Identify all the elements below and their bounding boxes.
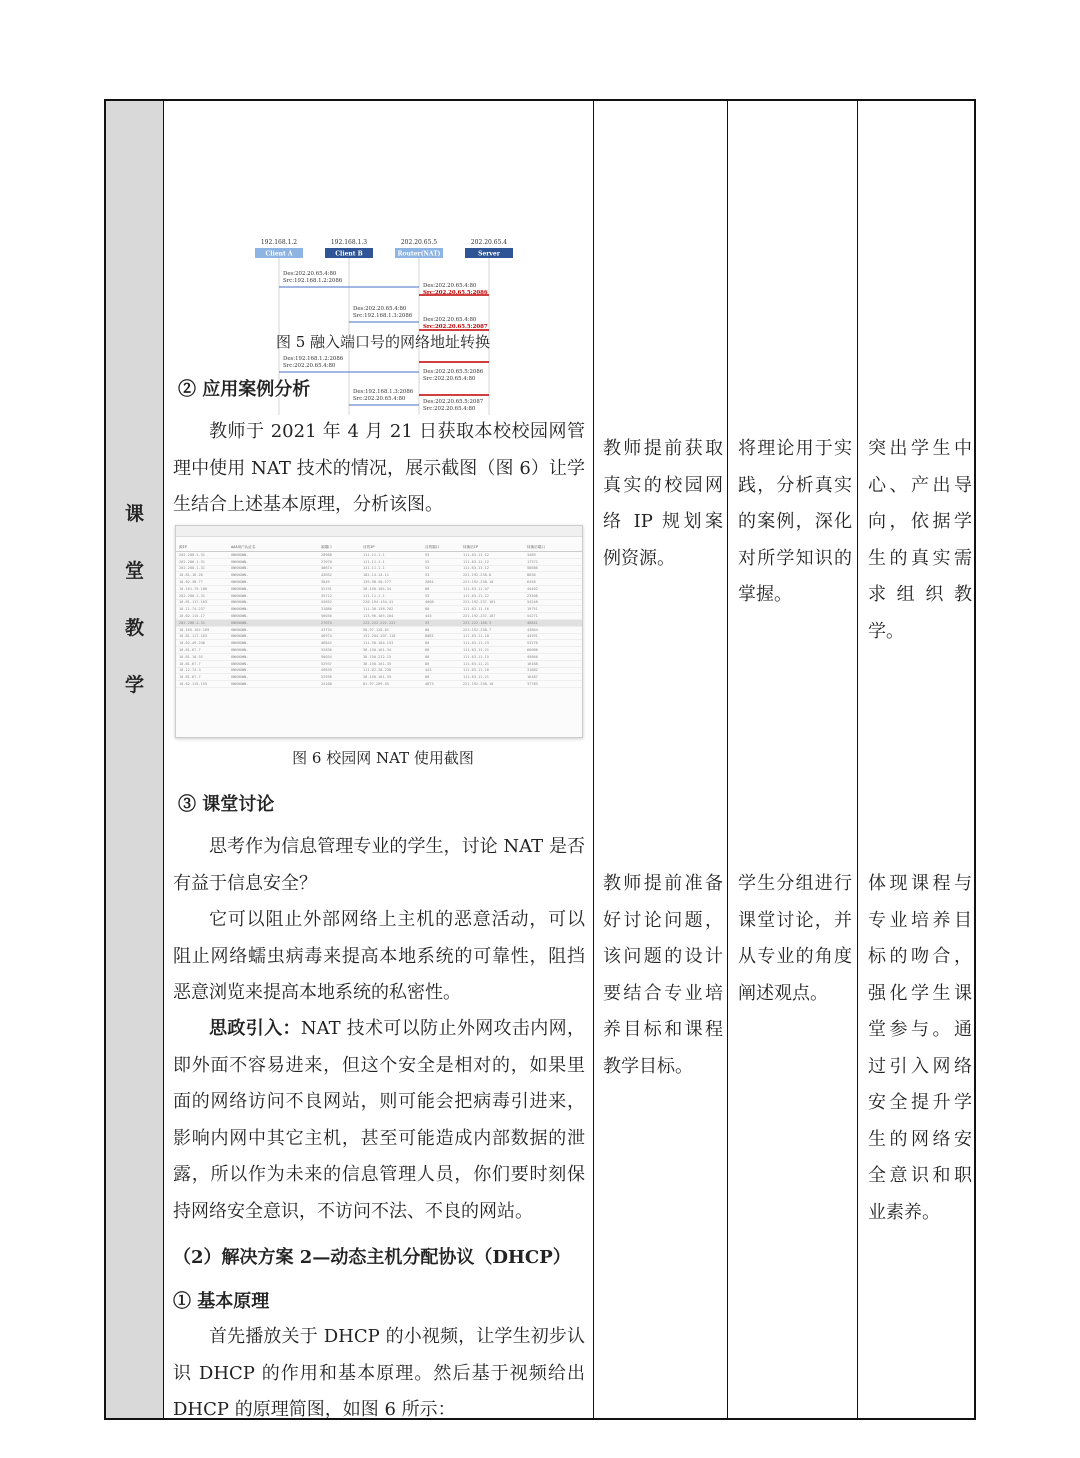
table-cell: UNKNOWN- bbox=[231, 586, 249, 591]
table-row bbox=[176, 627, 582, 634]
table-cell: 111.63.11.21 bbox=[463, 648, 489, 653]
table-cell: 44591 bbox=[527, 634, 538, 639]
host-name: Client A bbox=[265, 250, 293, 258]
message-label: Src:202.20.65.4:80 bbox=[423, 406, 476, 412]
table-cell: 80 bbox=[425, 661, 430, 666]
table-cell: 443 bbox=[425, 668, 432, 673]
table-cell: 27074 bbox=[321, 620, 332, 625]
table-cell: 52936 bbox=[321, 675, 332, 680]
table-row bbox=[176, 647, 582, 654]
host-ip: 192.168.1.2 bbox=[260, 239, 298, 246]
table-cell: 49866 bbox=[527, 654, 538, 659]
lesson-table bbox=[104, 99, 976, 1420]
table-row bbox=[176, 681, 582, 688]
table-cell: 10.81.67.7 bbox=[179, 675, 201, 680]
design-intent-discussion: 体现课程与专业培养目标的吻合，强化学生课堂参与。通过引入网络安全提升学生的网络安全意识和职业素养。 bbox=[868, 873, 972, 1223]
table-cell: UNKNOWN- bbox=[231, 634, 249, 639]
message-label: Src:202.20.65.5:2087 bbox=[423, 324, 488, 330]
table-cell: 46841 bbox=[527, 620, 538, 625]
table-cell: 3489 bbox=[527, 552, 536, 557]
table-cell: 111.30.158.202 bbox=[363, 607, 394, 612]
message-label: Src:202.20.65.4:80 bbox=[423, 376, 476, 382]
table-cell: 8081 bbox=[425, 634, 434, 639]
table-cell: 10.81.67.7 bbox=[179, 661, 201, 666]
table-row bbox=[176, 593, 582, 600]
table-cell: 80 bbox=[425, 648, 430, 653]
table-cell: 111.63.11.07 bbox=[463, 586, 489, 591]
host-name: Client B bbox=[335, 250, 363, 258]
table-cell: 10.81.67.7 bbox=[179, 648, 201, 653]
table-cell: 23508 bbox=[527, 593, 538, 598]
design-intent-case: 突出学生中心、产出导向，依据学生的真实需求组织教学。 bbox=[868, 438, 972, 642]
table-cell: 4008 bbox=[425, 600, 434, 605]
table-cell: 17372 bbox=[527, 559, 538, 564]
heading-discussion: ③ 课堂讨论 bbox=[178, 794, 275, 815]
column-divider bbox=[163, 101, 164, 1418]
section-char: 堂 bbox=[124, 560, 144, 582]
table-cell: 80 bbox=[425, 607, 430, 612]
nat-log-table bbox=[176, 543, 582, 688]
table-cell: 222.222.222.222 bbox=[363, 620, 396, 625]
table-cell: UNKNOWN- bbox=[231, 620, 249, 625]
section-char: 课 bbox=[124, 503, 144, 525]
table-cell: 10.62.49.246 bbox=[179, 641, 205, 646]
table-cell: 27070 bbox=[321, 559, 332, 564]
table-cell: 113.96.165.184 bbox=[363, 614, 394, 619]
table-cell: 8658 bbox=[527, 573, 536, 578]
table-row bbox=[176, 674, 582, 681]
table-cell: 202.200.1.31 bbox=[179, 566, 205, 571]
table-cell: 38.150.161.35 bbox=[363, 661, 392, 666]
student-activity-case: 将理论用于实践，分析真实的案例，深化对所学知识的掌握。 bbox=[738, 438, 852, 605]
table-cell: 目的端口 bbox=[425, 544, 440, 549]
figure6-caption: 图 6 校园网 NAT 使用截图 bbox=[292, 749, 474, 767]
column-divider bbox=[857, 101, 858, 1418]
heading-basic-principle: ① 基本原理 bbox=[173, 1291, 270, 1312]
table-cell: 111.62.28.238 bbox=[363, 668, 392, 673]
table-cell: 16487 bbox=[527, 675, 538, 680]
table-cell: 60086 bbox=[527, 648, 538, 653]
paragraph-case: 教师于 2021 年 4 月 21 日获取本校校园网管理中使用 NAT 技术的情况，展示截图（图 6）让学生结合上述基本原理，分析该图。 bbox=[173, 421, 585, 515]
table-row bbox=[176, 586, 582, 593]
table-row bbox=[176, 620, 582, 627]
message-label: Des:202.20.65.5:2087 bbox=[423, 399, 484, 405]
table-cell: 38.150.105.34 bbox=[363, 586, 392, 591]
table-cell: UNKNOWN- bbox=[231, 682, 249, 687]
table-cell: 53 bbox=[425, 552, 430, 557]
table-cell: 16488 bbox=[527, 661, 538, 666]
table-cell: 111.63.11.16 bbox=[463, 607, 489, 612]
column-divider bbox=[593, 101, 594, 1418]
message-label: Des:202.20.65.4:80 bbox=[353, 306, 407, 312]
host-ip: 192.168.1.3 bbox=[330, 239, 368, 246]
table-cell: 111.63.11.15 bbox=[463, 654, 489, 659]
table-row bbox=[176, 572, 582, 579]
section-label-column bbox=[106, 101, 163, 1418]
table-cell: UNKNOWN- bbox=[231, 675, 249, 680]
table-cell: 220.194.154.41 bbox=[363, 600, 394, 605]
table-cell: 202.200.1.31 bbox=[179, 559, 205, 564]
table-cell: 10.12.74.3 bbox=[179, 668, 201, 673]
table-cell: 3049 bbox=[321, 580, 330, 585]
table-cell: 38.150.161.35 bbox=[363, 675, 392, 680]
table-cell: 10.161.79.186 bbox=[179, 586, 208, 591]
table-cell: 80 bbox=[425, 675, 430, 680]
table-cell: 20988 bbox=[321, 552, 332, 557]
table-cell: 52836 bbox=[321, 648, 332, 653]
table-cell: 111.63.11.12 bbox=[463, 552, 489, 557]
message-label: Src:192.168.1.2:2086 bbox=[283, 278, 343, 284]
table-cell: UNKNOWN- bbox=[231, 627, 249, 632]
table-cell: 111.63.11.21 bbox=[463, 675, 489, 680]
table-cell: UNKNOWN- bbox=[231, 661, 249, 666]
table-cell: 6458 bbox=[527, 580, 536, 585]
screenshot-toolbar bbox=[176, 526, 582, 537]
table-cell: 2081 bbox=[425, 580, 434, 585]
table-cell: 111.11.1.1 bbox=[363, 566, 385, 571]
message-label: Src:202.20.65.4:80 bbox=[353, 396, 406, 402]
table-cell: 10.81.117.163 bbox=[179, 600, 208, 605]
table-cell: UNKNOWN- bbox=[231, 573, 249, 578]
table-cell: 111.63.11.18 bbox=[463, 634, 489, 639]
table-cell: 202.200.1.31 bbox=[179, 620, 205, 625]
table-cell: 44402 bbox=[527, 586, 538, 591]
table-cell: 10.81.117.163 bbox=[179, 634, 208, 639]
table-cell: 10.11.74.237 bbox=[179, 607, 205, 612]
table-cell: 53 bbox=[425, 573, 430, 578]
table-cell: 111.63.11.12 bbox=[463, 559, 489, 564]
table-cell: 43652 bbox=[321, 573, 332, 578]
message-label: Des:192.168.1.3:2086 bbox=[353, 389, 414, 395]
table-cell: UNKNOWN- bbox=[231, 648, 249, 653]
table-cell: 54271 bbox=[527, 614, 538, 619]
table-row bbox=[176, 600, 582, 607]
table-cell: 43652 bbox=[321, 600, 332, 605]
table-cell: UNKNOWN- bbox=[231, 559, 249, 564]
table-cell: 10.165.102.169 bbox=[179, 627, 210, 632]
table-cell: 转换后IP bbox=[463, 544, 479, 549]
ideology-text: NAT 技术可以防止外网攻击内网，即外面不容易进来，但这个安全是相对的，如果里面的网络访问不良网站，则可能会把病毒引进来，影响内网中其它主机，甚至可能造成内部数据的泄露，所以作为未来的信息管理人员，你们要时刻保持网络安全意识，不访问不法、不良的网站。 bbox=[173, 1018, 585, 1222]
table-cell: 50036 bbox=[321, 614, 332, 619]
table-cell: 49639 bbox=[321, 668, 332, 673]
message-label: Des:202.20.65.5:2086 bbox=[423, 369, 484, 375]
table-row bbox=[176, 661, 582, 668]
table-cell: 202.200.1.31 bbox=[179, 593, 205, 598]
table-cell: UNKNOWN- bbox=[231, 641, 249, 646]
table-cell: 53276 bbox=[527, 641, 538, 646]
teacher-activity-discussion: 教师提前准备好讨论问题，该问题的设计要结合专业培养目标和课程教学目标。 bbox=[603, 873, 723, 1077]
table-cell: 目的IP bbox=[363, 544, 375, 549]
message-label: Src:202.20.65.5:2086 bbox=[423, 290, 488, 296]
table-cell: UNKNOWN- bbox=[231, 654, 249, 659]
table-cell: UNKNOWN- bbox=[231, 614, 249, 619]
table-cell: 10.81.16.26 bbox=[179, 573, 203, 578]
table-cell: 80 bbox=[425, 641, 430, 646]
nat-screenshot bbox=[175, 525, 583, 738]
message-label: Des:202.20.65.4:80 bbox=[423, 283, 477, 289]
table-cell: 源端口 bbox=[321, 544, 332, 549]
teacher-activity-case: 教师提前获取真实的校园网络 IP 规划案例资源。 bbox=[603, 438, 723, 569]
table-cell: 80 bbox=[425, 627, 430, 632]
table-cell: 24100 bbox=[321, 682, 332, 687]
table-cell: UNKNOWN- bbox=[231, 566, 249, 571]
table-cell: 31882 bbox=[527, 668, 538, 673]
table-cell: 111.30.164.153 bbox=[363, 641, 394, 646]
table-cell: 111.11.1.1 bbox=[363, 559, 385, 564]
table-cell: 81.97.209.55 bbox=[363, 682, 389, 687]
table-row bbox=[176, 559, 582, 566]
table-row bbox=[176, 606, 582, 613]
table-cell: 53 bbox=[425, 566, 430, 571]
table-cell: 46974 bbox=[321, 634, 332, 639]
table-cell: 50034 bbox=[321, 654, 332, 659]
table-cell: 221.192.237.161 bbox=[463, 600, 496, 605]
table-cell: 10.62.115.17 bbox=[179, 614, 205, 619]
figure5-caption: 图 5 融入端口号的网络地址转换 bbox=[275, 333, 491, 351]
table-cell: 19751 bbox=[527, 607, 538, 612]
table-cell: 37783 bbox=[527, 682, 538, 687]
table-cell: 58686 bbox=[527, 566, 538, 571]
table-cell: 80 bbox=[425, 586, 430, 591]
table-cell: AAA用户认证名 bbox=[231, 544, 256, 549]
host-ip: 202.20.65.5 bbox=[400, 239, 438, 246]
table-row bbox=[176, 654, 582, 661]
table-cell: 52937 bbox=[321, 661, 332, 666]
message-label: Des:202.20.65.4:80 bbox=[283, 271, 337, 277]
table-cell: 443 bbox=[425, 614, 432, 619]
table-cell: 131.204.207.110 bbox=[363, 634, 396, 639]
section-char: 教 bbox=[124, 617, 144, 639]
table-cell: 111.63.11.23 bbox=[463, 641, 489, 646]
table-row bbox=[176, 640, 582, 647]
table-cell: 31880 bbox=[321, 607, 332, 612]
table-cell: 52191 bbox=[321, 586, 332, 591]
table-cell: 58.97.120.61 bbox=[363, 627, 389, 632]
table-cell: 43664 bbox=[527, 627, 538, 632]
host-ip: 202.20.65.4 bbox=[470, 239, 508, 246]
table-cell: 53 bbox=[425, 620, 430, 625]
table-cell: 139.98.50.177 bbox=[363, 580, 392, 585]
table-cell: UNKNOWN- bbox=[231, 600, 249, 605]
ideology-label: 思政引入： bbox=[209, 1018, 301, 1039]
table-cell: 221.192.237.187 bbox=[463, 614, 496, 619]
table-cell: 202.200.1.31 bbox=[179, 552, 205, 557]
table-cell: 源IP bbox=[179, 544, 187, 549]
table-cell: 10.62.115.155 bbox=[179, 682, 208, 687]
message-label: Src:192.168.1.3:2086 bbox=[353, 313, 413, 319]
table-cell: 221.192.238.10 bbox=[463, 682, 494, 687]
table-cell: 38.150.222.15 bbox=[363, 654, 392, 659]
message-label: Des:202.20.65.4:80 bbox=[423, 317, 477, 323]
paragraph-discussion-question: 思考作为信息管理专业的学生，讨论 NAT 是否有益于信息安全？ bbox=[173, 836, 585, 894]
table-cell: 10.82.38.77 bbox=[179, 580, 203, 585]
message-label: Des:192.168.1.2:2086 bbox=[283, 356, 344, 362]
paragraph-ideology bbox=[173, 1011, 585, 1230]
table-cell: 221.192.238.10 bbox=[463, 580, 494, 585]
table-cell: 4873 bbox=[425, 682, 434, 687]
table-cell: 46842 bbox=[321, 641, 332, 646]
table-cell: 182.14.14.11 bbox=[363, 573, 389, 578]
table-cell: 111.63.11.12 bbox=[463, 593, 489, 598]
table-row bbox=[176, 613, 582, 620]
column-divider bbox=[727, 101, 728, 1418]
table-cell: UNKNOWN- bbox=[231, 593, 249, 598]
message-label: Src:202.20.65.4:80 bbox=[283, 363, 336, 369]
table-cell: UNKNOWN- bbox=[231, 552, 249, 557]
paragraph-discussion-answer: 它可以阻止外部网络上主机的恶意活动，可以阻止网络蠕虫病毒来提高本地系统的可靠性，阻挡恶意浏览来提高本地系统的私密性。 bbox=[173, 909, 585, 1003]
table-row bbox=[176, 579, 582, 586]
heading-case-analysis: ② 应用案例分析 bbox=[178, 379, 311, 400]
table-cell: 111.11.1.1 bbox=[363, 552, 385, 557]
table-cell: 111.63.11.12 bbox=[463, 566, 489, 571]
table-cell: 54248 bbox=[527, 600, 538, 605]
table-row bbox=[176, 634, 582, 641]
table-cell: 35712 bbox=[321, 593, 332, 598]
table-row bbox=[176, 566, 582, 573]
heading-solution-dhcp: （2）解决方案 2—动态主机分配协议（DHCP） bbox=[173, 1247, 571, 1268]
table-cell: 221.192.238.7 bbox=[463, 627, 492, 632]
table-cell: 80 bbox=[425, 654, 430, 659]
table-cell: 111.63.11.21 bbox=[463, 661, 489, 666]
table-header bbox=[176, 543, 582, 552]
section-char: 学 bbox=[124, 674, 144, 696]
table-row bbox=[176, 552, 582, 559]
table-cell: 10.81.18.55 bbox=[179, 654, 203, 659]
table-cell: 40674 bbox=[321, 566, 332, 571]
host-name: Server bbox=[478, 250, 500, 258]
table-cell: 38.150.161.34 bbox=[363, 648, 392, 653]
table-cell: 221.192.238.8 bbox=[463, 573, 492, 578]
table-cell: UNKNOWN- bbox=[231, 668, 249, 673]
table-row bbox=[176, 668, 582, 675]
table-cell: 222.222.166.3 bbox=[463, 620, 492, 625]
table-cell: 43734 bbox=[321, 627, 332, 632]
table-cell: 111.11.1.1 bbox=[363, 593, 385, 598]
table-cell: UNKNOWN- bbox=[231, 607, 249, 612]
student-activity-discussion: 学生分组进行课堂讨论，并从专业的角度阐述观点。 bbox=[738, 873, 852, 1004]
table-cell: UNKNOWN- bbox=[231, 580, 249, 585]
table-cell: 111.63.11.16 bbox=[463, 668, 489, 673]
table-cell: 53 bbox=[425, 593, 430, 598]
paragraph-dhcp: 首先播放关于 DHCP 的小视频，让学生初步认识 DHCP 的作用和基本原理。然后基于视频给出 DHCP 的原理简图，如图 6 所示： bbox=[173, 1326, 585, 1420]
host-name: Router(NAT) bbox=[397, 250, 441, 258]
table-cell: 53 bbox=[425, 559, 430, 564]
table-cell: 转换后端口 bbox=[527, 544, 545, 549]
